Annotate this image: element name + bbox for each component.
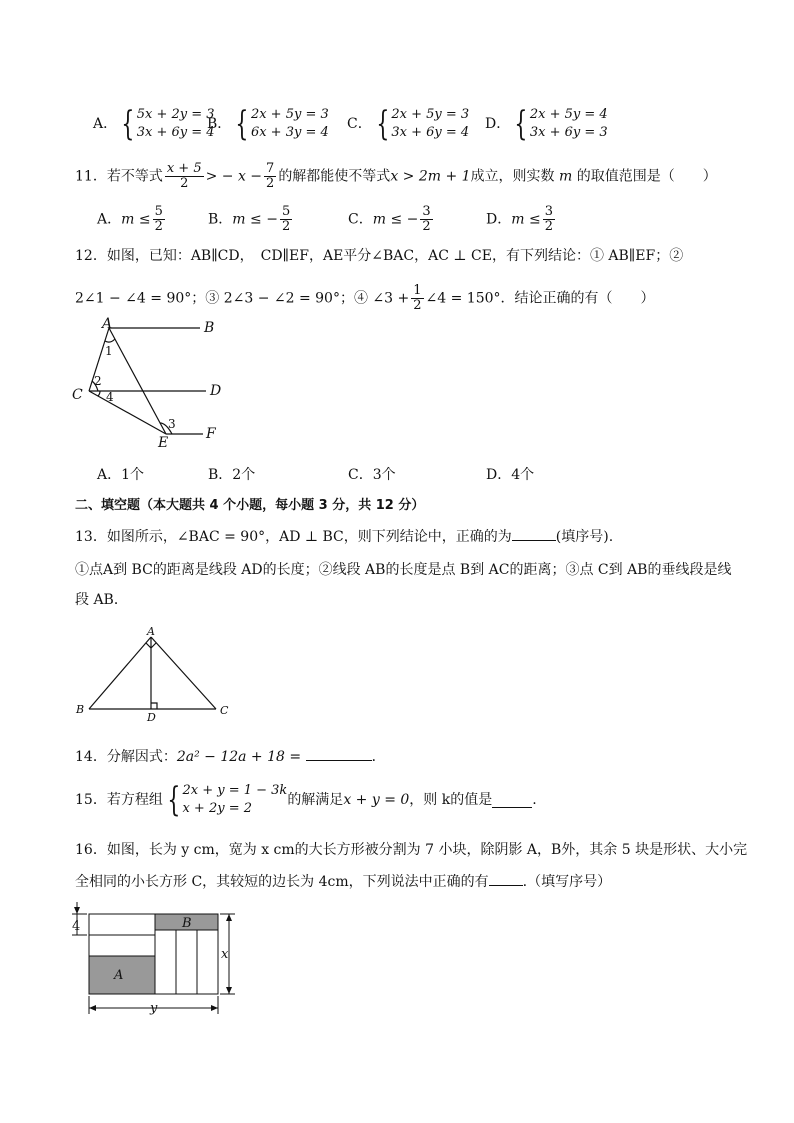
label-b: B: [204, 320, 215, 336]
side-ac: [151, 637, 216, 709]
answer-blank: [489, 885, 523, 886]
fraction: $\frac{5}{2}$: [281, 204, 291, 234]
q11-stem: 11．若不等式 $\frac{x + 5}{2}$ > − x − $\frac{7}{2}$ 的解都能使不等式x > 2m + 1成立，则实数 m 的取值范围是（ ）: [75, 161, 717, 191]
q12-option-a: A．1个: [97, 467, 145, 483]
label-a: A: [147, 625, 155, 638]
brace: {: [167, 780, 181, 820]
q13-line3: 段 AB．: [75, 592, 128, 608]
equation: 2x + 5y = 4: [529, 107, 608, 122]
equation: 2x + 5y = 3: [391, 107, 470, 122]
q12-option-b: B．2个: [208, 467, 256, 483]
q16-line2: 全相同的小长方形 C，其较短的边长为 4cm，下列说法中正确的有 .（填写序号）: [75, 874, 612, 890]
option-label: A．: [93, 116, 118, 132]
side-ab: [89, 637, 151, 709]
q12-stem-line1: 12．如图，已知：AB∥CD， CD∥EF，AE平分∠BAC，AC ⊥ CE，有下列结论：① AB∥EF；②: [75, 248, 684, 264]
arrow: [226, 914, 232, 921]
q10-option-d: [485, 106, 608, 142]
arrow: [211, 1005, 218, 1011]
equation: 5x + 2y = 3: [136, 107, 215, 122]
fraction: $\frac{x + 5}{2}$: [166, 161, 202, 191]
equation: 3x + 6y = 4: [391, 125, 470, 140]
q12-stem-line2: 2∠1 − ∠4 = 90°；③ 2∠3 − ∠2 = 90°；④ ∠3 + $\frac{1}{2}$ ∠4 = 150°．结论正确的有（ ）: [75, 283, 655, 313]
q10-option-a: [93, 106, 215, 142]
arrow: [74, 907, 80, 914]
fraction: $\frac{5}{2}$: [154, 204, 163, 234]
angle-arc-4: [98, 391, 100, 396]
q13-figure: [70, 625, 240, 725]
fraction: $\frac{3}{2}$: [422, 204, 431, 234]
angle-label-3: 3: [168, 417, 176, 431]
fraction: $\frac{1}{2}$: [413, 283, 422, 313]
equation: 2x + y = 1 − 3k: [182, 783, 288, 798]
label-x: x: [221, 947, 229, 962]
arrow: [89, 1005, 96, 1011]
equation: 2x + 5y = 3: [250, 107, 329, 122]
brace: {: [514, 104, 528, 144]
section-heading: 二、填空题（本大题共 4 个小题，每小题 3 分，共 12 分）: [75, 498, 425, 513]
q16-line1: 16．如图，长为 y cm，宽为 x cm的大长方形被分割为 7 小块，除阴影 A，B外，其余 5 块是形状、大小完: [75, 842, 748, 858]
q11-option-a: A．m ≤ $\frac{5}{2}$: [97, 204, 163, 234]
label-f: F: [206, 426, 216, 442]
angle-label-4: 4: [106, 390, 114, 404]
q11-option-c: C．m ≤ − $\frac{3}{2}$: [348, 204, 431, 234]
brace: {: [235, 104, 249, 144]
q14-stem: 14．分解因式：2a² − 12a + 18 = ．: [75, 749, 386, 765]
label-4: 4: [72, 919, 81, 934]
label-b: B: [182, 916, 192, 931]
q10-option-b: [207, 106, 329, 142]
label-y: y: [150, 1001, 158, 1016]
label-b: B: [76, 703, 85, 716]
label-d: D: [147, 711, 156, 724]
q12-option-c: C．3个: [348, 467, 396, 483]
label-c: C: [220, 704, 229, 717]
right-angle-d: [151, 703, 157, 709]
label-a: A: [114, 968, 124, 983]
label-e: E: [158, 435, 169, 451]
option-label: D．: [485, 116, 511, 132]
q13-stem: 13．如图所示，∠BAC = 90°，AD ⊥ BC，则下列结论中，正确的为 (填序号).: [75, 529, 614, 545]
label-a: A: [102, 316, 113, 332]
answer-blank: [492, 807, 532, 808]
equation: x + 2y = 2: [182, 801, 253, 816]
q12-figure: [60, 315, 230, 455]
fraction: $\frac{7}{2}$: [266, 161, 275, 191]
q11-option-d: D．m ≤ $\frac{3}{2}$: [486, 204, 553, 234]
q12-option-d: D．4个: [486, 467, 535, 483]
arrow: [226, 987, 232, 994]
label-c: C: [72, 387, 83, 403]
equation: 3x + 6y = 3: [529, 125, 608, 140]
angle-label-2: 2: [94, 374, 102, 388]
equation: 3x + 6y = 4: [136, 125, 215, 140]
angle-label-1: 1: [105, 344, 113, 358]
label-d: D: [210, 383, 222, 399]
q16-figure: [68, 898, 248, 1023]
option-label: C．: [347, 116, 372, 132]
q13-line2: ①点A到 BC的距离是线段 AD的长度；②线段 AB的长度是点 B到 AC的距离；③点 C到 AB的垂线段是线: [75, 562, 732, 578]
equation: 6x + 3y = 4: [250, 125, 329, 140]
answer-blank: [512, 540, 556, 541]
brace: {: [376, 104, 390, 144]
option-label: B．: [207, 116, 232, 132]
fraction: $\frac{3}{2}$: [544, 204, 553, 234]
angle-arc-1: [105, 339, 115, 342]
q11-option-b: B．m ≤ − $\frac{5}{2}$: [208, 204, 291, 234]
brace: {: [121, 104, 135, 144]
q15-stem: 15．若方程组 { 2x + y = 1 − 3k x + 2y = 2 的解满足 x + y = 0 ，则 k的值是 .: [75, 780, 537, 820]
answer-blank: [306, 760, 372, 761]
q10-option-c: [347, 106, 469, 142]
